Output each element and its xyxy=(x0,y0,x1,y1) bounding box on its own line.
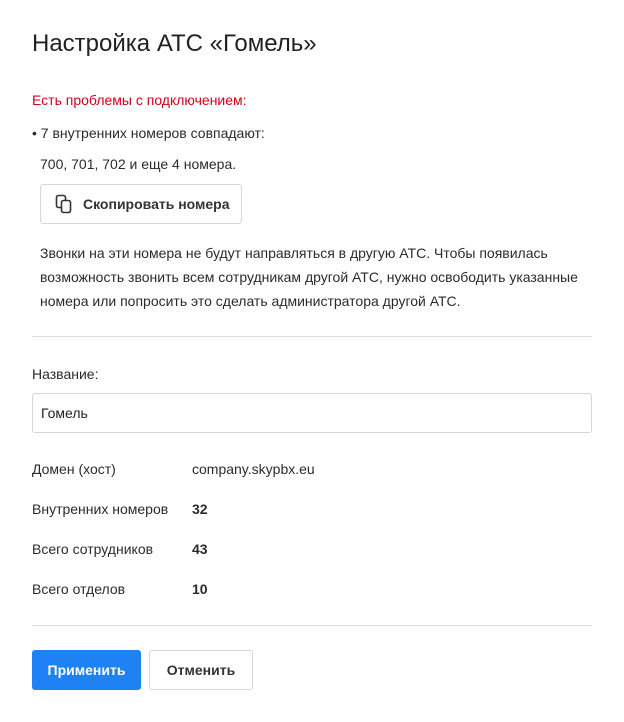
copy-icon xyxy=(55,194,73,214)
divider xyxy=(32,336,592,337)
departments-row xyxy=(32,581,592,601)
conflict-summary: • 7 внутренних номеров совпадают: xyxy=(32,125,265,141)
copy-numbers-label: Скопировать номера xyxy=(83,196,230,212)
extensions-value: 32 xyxy=(192,501,208,517)
domain-value: company.skypbx.eu xyxy=(192,461,315,477)
apply-button[interactable]: Применить xyxy=(32,650,141,690)
domain-row xyxy=(32,461,592,481)
departments-value: 10 xyxy=(192,581,208,597)
page-title: Настройка АТС «Гомель» xyxy=(32,30,317,57)
conflict-description: Звонки на эти номера не будут направляться в другую АТС. Чтобы появилась возможность звонить всем сотрудникам другой АТС, нужно освободить указанные номера или попросить это сделать администратора другой АТС. xyxy=(40,245,578,309)
extensions-row xyxy=(32,501,592,521)
copy-numbers-button[interactable] xyxy=(40,184,242,224)
name-input[interactable] xyxy=(32,393,592,433)
name-label: Название: xyxy=(32,366,99,382)
cancel-button[interactable]: Отменить xyxy=(149,650,253,690)
departments-label: Всего отделов xyxy=(32,581,126,597)
conflicting-numbers: 700, 701, 702 и еще 4 номера. xyxy=(40,156,237,172)
employees-label: Всего сотрудников xyxy=(32,541,154,557)
domain-label: Домен (хост) xyxy=(32,461,116,477)
extensions-label: Внутренних номеров xyxy=(32,501,169,517)
connection-error-text: Есть проблемы с подключением: xyxy=(32,92,247,108)
employees-row xyxy=(32,541,592,561)
employees-value: 43 xyxy=(192,541,208,557)
divider xyxy=(32,625,592,626)
